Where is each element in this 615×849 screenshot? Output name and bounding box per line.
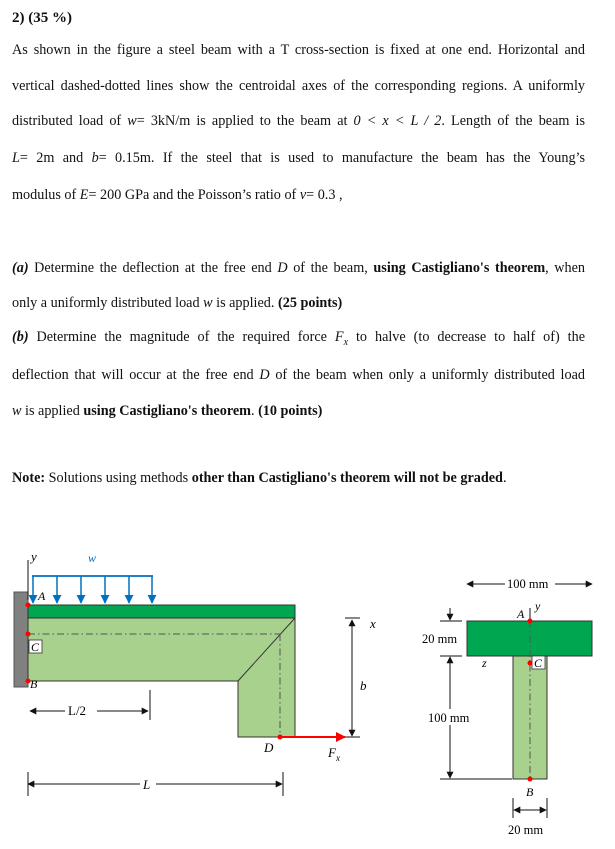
- intro-line-1: As shown in the figure a steel beam with a T cross-section is fixed at one end. Horizontal and: [12, 42, 585, 58]
- section-web: [513, 656, 547, 779]
- point-a-label: A: [38, 589, 46, 603]
- intro-line-2: vertical dashed-dotted lines show the centroidal axes of the corresponding regions. A uniformly: [12, 78, 585, 94]
- part-a-line-2: only a uniformly distributed load w is applied. (25 points): [12, 295, 343, 311]
- section-width-label: 100 mm: [507, 577, 549, 591]
- b-dimension-label: b: [360, 678, 367, 693]
- point-b-label: B: [30, 677, 38, 691]
- load-w-label: w: [88, 551, 97, 565]
- l2-dimension-label: L/2: [68, 703, 87, 718]
- section-b-label: B: [526, 785, 534, 799]
- load-arrows: [33, 576, 152, 603]
- section-z-label: z: [482, 656, 487, 670]
- force-fx-label: $F_x$: [328, 745, 340, 763]
- intro-line-3: distributed load of w= 3kN/m is applied to the beam at 0 < x < L / 2. Length of the beam is: [12, 113, 585, 129]
- section-point-c-marker: [528, 661, 533, 666]
- part-a-line-1: (a) Determine the deflection at the free end D of the beam, using Castigliano's theorem, when: [12, 260, 586, 276]
- point-c-marker: [26, 632, 31, 637]
- x-axis-label: x: [370, 616, 376, 631]
- web-width-dim-label: 20 mm: [508, 823, 544, 837]
- l-dimension-label: L: [143, 777, 151, 792]
- point-b-marker: [26, 679, 31, 684]
- section-c-label: C: [534, 656, 543, 670]
- beam-body: [28, 618, 295, 737]
- intro-line-4: L= 2m and b= 0.15m. If the steel that is used to manufacture the beam has the Young’s: [12, 150, 585, 166]
- point-c-label: C: [31, 640, 40, 654]
- section-point-b-marker: [528, 777, 533, 782]
- point-a-marker: [26, 603, 31, 608]
- note-line: Note: Solutions using methods other than Castigliano's theorem will not be graded.: [12, 470, 507, 486]
- intro-line-5: modulus of E= 200 GPa and the Poisson’s ratio of ν= 0.3 ,: [12, 187, 343, 203]
- beam-top-flange: [28, 605, 295, 618]
- web-dim-label: 100 mm: [428, 711, 470, 725]
- y-axis-label: y: [31, 549, 37, 564]
- part-b-line-1: (b) Determine the magnitude of the required force $F_x$ to halve (to decrease to half of) the: [12, 329, 586, 348]
- point-d-label: D: [264, 740, 274, 755]
- part-b-line-2: deflection that will occur at the free end D of the beam when only a uniformly distributed load: [12, 367, 585, 383]
- problem-heading: 2) (35 %): [12, 10, 72, 26]
- part-b-line-3: w is applied using Castigliano's theorem. (10 points): [12, 403, 323, 419]
- section-a-label: A: [517, 607, 525, 621]
- section-y-label: y: [535, 599, 541, 613]
- flange-dim-label: 20 mm: [422, 632, 458, 646]
- section-point-a-marker: [528, 619, 533, 624]
- point-d-marker: [278, 735, 283, 740]
- beam-figure: [0, 540, 615, 849]
